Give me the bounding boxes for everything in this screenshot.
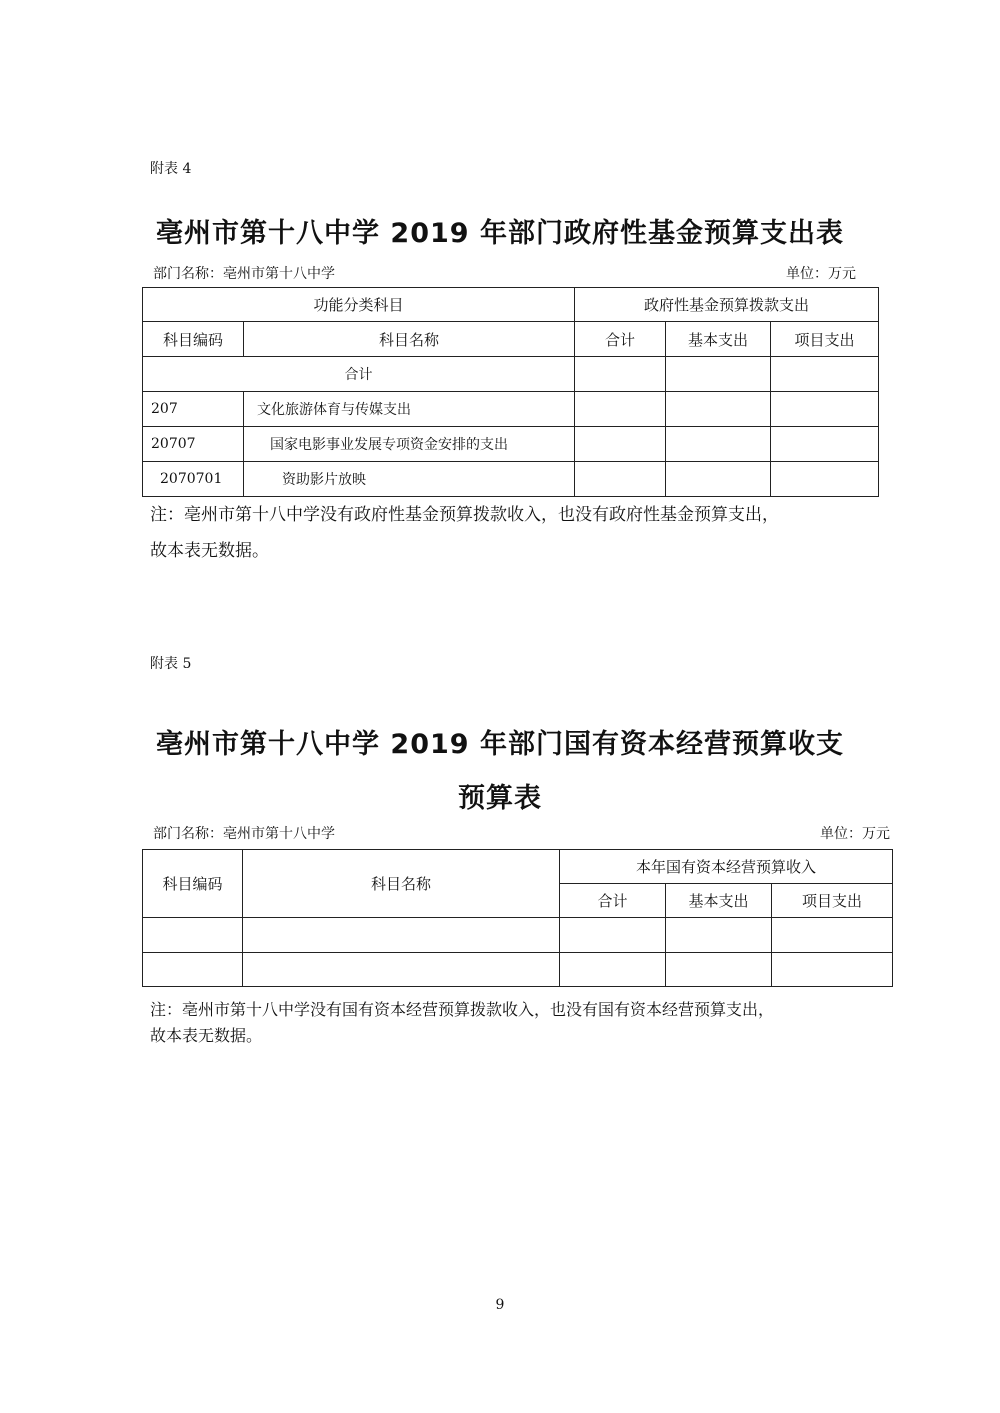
note-line-2-5: 故本表无数据。 <box>150 1026 263 1045</box>
header-function-category: 功能分类科目 <box>143 288 575 322</box>
header-project: 项目支出 <box>771 322 879 357</box>
row-name: 文化旅游体育与传媒支出 <box>244 392 575 427</box>
table-row <box>143 427 879 462</box>
table-cell <box>243 953 560 987</box>
header-project: 项目支出 <box>772 884 893 918</box>
table-row <box>143 392 879 427</box>
dept-name-4: 部门名称：亳州市第十八中学 <box>153 266 335 282</box>
unit-label-4: 单位：万元 <box>786 266 856 282</box>
table-cell <box>666 462 771 497</box>
table-cell <box>243 918 560 953</box>
note-line-2-4: 故本表无数据。 <box>150 541 269 561</box>
table-row-total <box>143 357 879 392</box>
row-code: 207 <box>143 392 244 427</box>
table-cell <box>771 462 879 497</box>
note-line-1-4: 注：亳州市第十八中学没有政府性基金预算拨款收入，也没有政府性基金预算支出， <box>150 505 779 525</box>
table-cell <box>143 953 243 987</box>
header-code: 科目编码 <box>143 850 243 918</box>
row-code: 20707 <box>143 427 244 462</box>
table-cell <box>771 392 879 427</box>
budget-table-5 <box>142 849 893 987</box>
table-cell <box>575 462 666 497</box>
attachment-label-5: 附表 5 <box>150 656 192 672</box>
header-basic: 基本支出 <box>666 322 771 357</box>
table-cell <box>666 357 771 392</box>
table-cell <box>575 392 666 427</box>
header-basic: 基本支出 <box>666 884 772 918</box>
table-cell <box>666 427 771 462</box>
table-cell <box>666 953 772 987</box>
row-code: 2070701 <box>143 462 244 497</box>
table-cell <box>560 918 666 953</box>
table-cell <box>575 427 666 462</box>
table-row <box>143 462 879 497</box>
total-row-label: 合计 <box>143 357 575 392</box>
header-name: 科目名称 <box>243 850 560 918</box>
table-cell <box>771 427 879 462</box>
header-total: 合计 <box>560 884 666 918</box>
header-total: 合计 <box>575 322 666 357</box>
table-cell <box>771 357 879 392</box>
row-name: 资助影片放映 <box>244 462 575 497</box>
unit-label-5: 单位：万元 <box>820 826 890 842</box>
header-fund-expenditure: 政府性基金预算拨款支出 <box>575 288 879 322</box>
table-row <box>143 953 893 987</box>
page-title-5-line2: 预算表 <box>458 783 542 814</box>
note-line-1-5: 注：亳州市第十八中学没有国有资本经营预算拨款收入，也没有国有资本经营预算支出， <box>150 1000 775 1019</box>
table-cell <box>666 392 771 427</box>
table-cell <box>143 918 243 953</box>
table-cell <box>560 953 666 987</box>
table-cell <box>575 357 666 392</box>
dept-name-5: 部门名称：亳州市第十八中学 <box>153 826 335 842</box>
table-cell <box>772 953 893 987</box>
attachment-label-4: 附表 4 <box>150 161 192 177</box>
header-code: 科目编码 <box>143 322 244 357</box>
table-cell <box>772 918 893 953</box>
table-cell <box>666 918 772 953</box>
page-title-4: 亳州市第十八中学 2019 年部门政府性基金预算支出表 <box>156 218 844 249</box>
table-row <box>143 918 893 953</box>
page-title-5-line1: 亳州市第十八中学 2019 年部门国有资本经营预算收支 <box>156 729 844 760</box>
header-capital-income: 本年国有资本经营预算收入 <box>560 850 893 884</box>
budget-table-4 <box>142 287 879 497</box>
row-name: 国家电影事业发展专项资金安排的支出 <box>244 427 575 462</box>
page-number: 9 <box>495 1297 505 1313</box>
header-name: 科目名称 <box>244 322 575 357</box>
